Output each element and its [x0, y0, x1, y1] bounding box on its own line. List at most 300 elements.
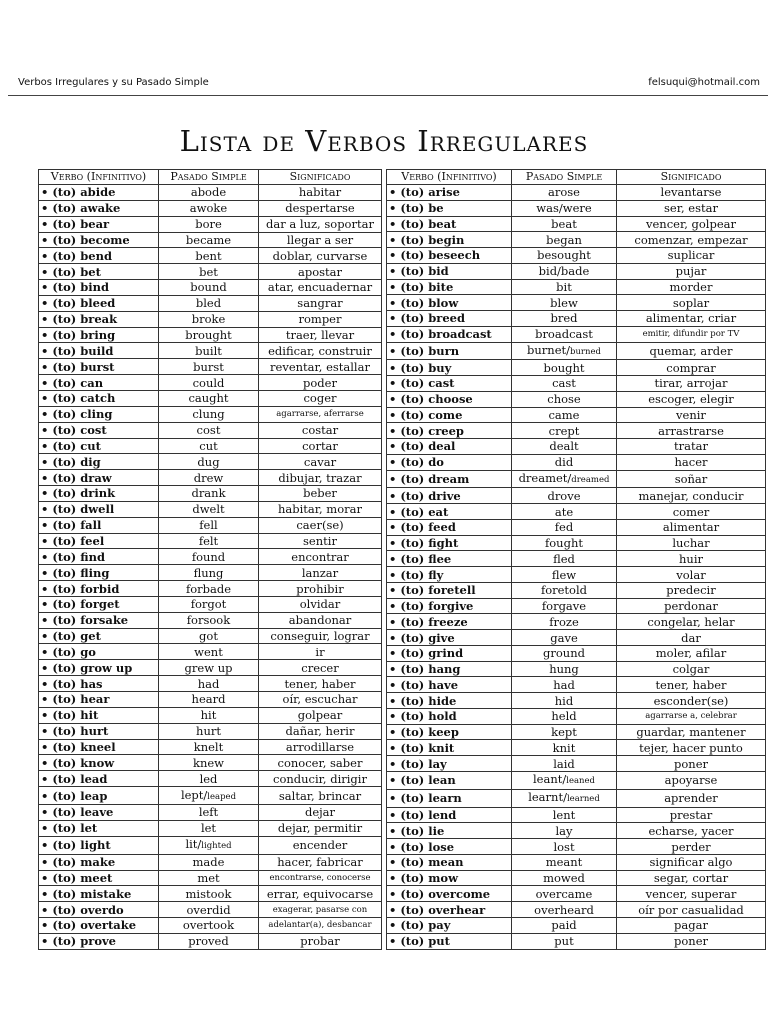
table-row — [39, 232, 382, 248]
past-simple-cell: flung — [159, 565, 259, 581]
verb-text: make — [80, 855, 116, 870]
verb-infinitive-cell — [387, 870, 512, 886]
meaning-cell: manejar, conducir — [617, 488, 766, 504]
verb-text: dwell — [80, 502, 115, 517]
meaning-cell: agarrarse, aferrarse — [259, 406, 382, 422]
verb-text: forget — [80, 597, 120, 612]
table-row — [387, 645, 766, 661]
meaning-cell: dañar, herir — [259, 723, 382, 739]
bullet-prefix: • (to) — [41, 549, 81, 564]
meaning-cell: costar — [259, 422, 382, 438]
verb-infinitive-cell — [39, 644, 159, 660]
meaning-cell: saltar, brincar — [259, 787, 382, 805]
past-simple-cell: hung — [512, 661, 617, 677]
verb-text: bid — [428, 264, 449, 279]
meaning-cell: arrodillarse — [259, 739, 382, 755]
verb-infinitive-cell — [39, 406, 159, 422]
past-simple-cell: grew up — [159, 660, 259, 676]
verb-text: lay — [428, 756, 447, 771]
table-row — [387, 216, 766, 232]
bullet-prefix: • (to) — [41, 838, 81, 853]
table-row — [39, 854, 382, 870]
verb-infinitive-cell — [39, 676, 159, 692]
table-row — [387, 740, 766, 756]
table-row — [39, 390, 382, 406]
running-header-email: felsuqui@hotmail.com — [648, 77, 760, 88]
meaning-cell: olvidar — [259, 596, 382, 612]
verb-text: find — [80, 549, 105, 564]
past-simple-cell: bred — [512, 311, 617, 327]
table-header-row — [39, 170, 382, 185]
verb-infinitive-cell — [39, 933, 159, 949]
verb-infinitive-cell — [387, 488, 512, 504]
past-simple-cell: built — [159, 343, 259, 359]
bullet-prefix: • (to) — [389, 902, 429, 917]
bullet-prefix: • (to) — [41, 788, 81, 803]
past-simple-cell: ground — [512, 645, 617, 661]
past-simple-cell: met — [159, 870, 259, 886]
table-row — [387, 933, 766, 949]
verb-text: breed — [428, 311, 466, 326]
bullet-prefix: • (to) — [41, 359, 81, 374]
verb-text: overhear — [428, 902, 486, 917]
bullet-prefix: • (to) — [389, 677, 429, 692]
past-simple-cell: heard — [159, 692, 259, 708]
verb-infinitive-cell — [387, 263, 512, 279]
verb-infinitive-cell — [39, 359, 159, 375]
past-simple-cell: leant/leaned — [512, 771, 617, 789]
past-simple-cell: hid — [512, 693, 617, 709]
past-simple-cell: found — [159, 549, 259, 565]
table-row — [39, 596, 382, 612]
meaning-cell: volar — [617, 567, 766, 583]
verb-infinitive-cell — [39, 327, 159, 343]
bullet-prefix: • (to) — [41, 644, 81, 659]
verb-infinitive-cell — [39, 836, 159, 854]
verb-text: become — [80, 232, 130, 247]
meaning-cell: tener, haber — [259, 676, 382, 692]
past-simple-cell: bent — [159, 248, 259, 264]
table-row — [387, 200, 766, 216]
table-header-row — [387, 170, 766, 185]
verb-text: break — [80, 312, 118, 327]
verb-infinitive-cell — [39, 295, 159, 311]
past-simple-cell: broke — [159, 311, 259, 327]
verb-infinitive-cell — [39, 216, 159, 232]
bullet-prefix: • (to) — [41, 739, 81, 754]
verb-infinitive-cell — [39, 533, 159, 549]
verb-infinitive-cell — [39, 771, 159, 787]
verb-text: leave — [80, 805, 114, 820]
past-simple-cell: overtook — [159, 918, 259, 934]
verb-infinitive-cell — [39, 517, 159, 533]
past-simple-cell: paid — [512, 917, 617, 933]
verb-text: lean — [428, 773, 456, 788]
table-row — [39, 375, 382, 391]
meaning-cell: sangrar — [259, 295, 382, 311]
meaning-cell: errar, equivocarse — [259, 886, 382, 902]
past-simple-cell: mistook — [159, 886, 259, 902]
meaning-cell: dejar, permitir — [259, 820, 382, 836]
verb-infinitive-cell — [387, 854, 512, 870]
verb-infinitive-cell — [387, 535, 512, 551]
bullet-prefix: • (to) — [389, 311, 429, 326]
past-simple-cell: held — [512, 708, 617, 724]
past-simple-cell: bid/bade — [512, 263, 617, 279]
verb-text: burst — [80, 359, 115, 374]
past-simple-cell: dug — [159, 454, 259, 470]
past-simple-cell: had — [512, 677, 617, 693]
meaning-cell: adelantar(a), desbancar — [259, 918, 382, 934]
meaning-cell: probar — [259, 933, 382, 949]
verb-infinitive-cell — [39, 870, 159, 886]
verb-text: lose — [428, 839, 455, 854]
verb-text: dream — [428, 472, 470, 487]
verb-text: give — [428, 630, 455, 645]
table-row — [39, 707, 382, 723]
past-simple-cell: crept — [512, 423, 617, 439]
bullet-prefix: • (to) — [389, 504, 429, 519]
bullet-prefix: • (to) — [389, 216, 429, 231]
past-simple-cell: blew — [512, 295, 617, 311]
meaning-cell: habitar — [259, 185, 382, 201]
verb-text: deal — [428, 439, 456, 454]
verb-infinitive-cell — [387, 470, 512, 488]
past-simple-cell: lent — [512, 807, 617, 823]
bullet-prefix: • (to) — [41, 264, 81, 279]
meaning-cell: dejar — [259, 805, 382, 821]
verb-infinitive-cell — [387, 693, 512, 709]
meaning-cell: cortar — [259, 438, 382, 454]
verb-infinitive-cell — [387, 756, 512, 772]
table-row — [39, 723, 382, 739]
verb-infinitive-cell — [39, 854, 159, 870]
table-row — [39, 612, 382, 628]
verb-text: pay — [428, 918, 451, 933]
verb-text: bear — [80, 217, 110, 232]
table-row — [39, 918, 382, 934]
verb-text: bend — [80, 248, 112, 263]
verb-table-right — [386, 169, 766, 950]
past-simple-cell: bled — [159, 295, 259, 311]
verb-infinitive-cell — [39, 375, 159, 391]
table-row — [39, 755, 382, 771]
verb-text: know — [80, 755, 115, 770]
verb-infinitive-cell — [387, 886, 512, 902]
meaning-cell: colgar — [617, 661, 766, 677]
table-row — [39, 501, 382, 517]
verb-text: buy — [428, 360, 452, 375]
meaning-cell: soñar — [617, 470, 766, 488]
meaning-cell: encender — [259, 836, 382, 854]
table-row — [39, 771, 382, 787]
past-simple-cell: fled — [512, 551, 617, 567]
bullet-prefix: • (to) — [41, 581, 81, 596]
meaning-cell: atar, encuadernar — [259, 280, 382, 296]
verb-text: knit — [428, 740, 455, 755]
meaning-cell: escoger, elegir — [617, 391, 766, 407]
table-row — [39, 422, 382, 438]
table-row — [387, 295, 766, 311]
bullet-prefix: • (to) — [389, 855, 429, 870]
table-row — [39, 470, 382, 486]
table-row — [39, 264, 382, 280]
bullet-prefix: • (to) — [389, 360, 429, 375]
meaning-cell: exagerar, pasarse con — [259, 902, 382, 918]
verb-infinitive-cell — [387, 598, 512, 614]
bullet-prefix: • (to) — [389, 488, 429, 503]
past-simple-cell: got — [159, 628, 259, 644]
verb-infinitive-cell — [387, 823, 512, 839]
bullet-prefix: • (to) — [389, 630, 429, 645]
bullet-prefix: • (to) — [389, 614, 429, 629]
table-row — [39, 454, 382, 470]
verb-text: come — [428, 407, 463, 422]
verb-text: build — [80, 343, 114, 358]
table-row — [39, 486, 382, 502]
meaning-cell: ir — [259, 644, 382, 660]
bullet-prefix: • (to) — [389, 693, 429, 708]
meaning-cell: congelar, helar — [617, 614, 766, 630]
verb-infinitive-cell — [387, 917, 512, 933]
meaning-cell: vencer, superar — [617, 886, 766, 902]
verb-text: eat — [428, 504, 449, 519]
meaning-cell: doblar, curvarse — [259, 248, 382, 264]
meaning-cell: arrastrarse — [617, 423, 766, 439]
bullet-prefix: • (to) — [41, 343, 81, 358]
bullet-prefix: • (to) — [41, 771, 81, 786]
meaning-cell: conocer, saber — [259, 755, 382, 771]
meaning-cell: traer, llevar — [259, 327, 382, 343]
past-simple-cell: went — [159, 644, 259, 660]
bullet-prefix: • (to) — [389, 551, 429, 566]
table-row — [39, 359, 382, 375]
past-simple-cell: hurt — [159, 723, 259, 739]
meaning-cell: despertarse — [259, 200, 382, 216]
verb-infinitive-cell — [387, 248, 512, 264]
bullet-prefix: • (to) — [41, 423, 81, 438]
verb-text: dig — [80, 454, 101, 469]
past-simple-cell: became — [159, 232, 259, 248]
meaning-cell: golpear — [259, 707, 382, 723]
verb-infinitive-cell — [387, 677, 512, 693]
meaning-cell: comer — [617, 504, 766, 520]
verb-infinitive-cell — [387, 439, 512, 455]
table-row — [39, 438, 382, 454]
table-row — [39, 692, 382, 708]
past-simple-cell: lost — [512, 839, 617, 855]
past-simple-cell: clung — [159, 406, 259, 422]
bullet-prefix: • (to) — [41, 312, 81, 327]
bullet-prefix: • (to) — [389, 201, 429, 216]
verb-infinitive-cell — [39, 486, 159, 502]
bullet-prefix: • (to) — [389, 583, 429, 598]
bullet-prefix: • (to) — [389, 823, 429, 838]
table-row — [387, 567, 766, 583]
meaning-cell: venir — [617, 407, 766, 423]
running-header-title: Verbos Irregulares y su Pasado Simple — [18, 77, 209, 88]
verb-infinitive-cell — [39, 343, 159, 359]
bullet-prefix: • (to) — [389, 279, 429, 294]
past-simple-cell: came — [512, 407, 617, 423]
table-row — [387, 614, 766, 630]
past-simple-cell: burnet/burned — [512, 342, 617, 360]
bullet-prefix: • (to) — [41, 886, 81, 901]
meaning-cell: soplar — [617, 295, 766, 311]
verb-text: choose — [428, 392, 473, 407]
meaning-cell: comenzar, empezar — [617, 232, 766, 248]
verb-text: hold — [428, 709, 457, 724]
verb-text: freeze — [428, 614, 468, 629]
verb-infinitive-cell — [39, 805, 159, 821]
past-simple-cell: knew — [159, 755, 259, 771]
verb-infinitive-cell — [387, 708, 512, 724]
verb-infinitive-cell — [39, 549, 159, 565]
verb-text: grind — [428, 646, 464, 661]
past-simple-cell: forgave — [512, 598, 617, 614]
table-row — [39, 549, 382, 565]
meaning-cell: poder — [259, 375, 382, 391]
table-row — [387, 185, 766, 201]
table-row — [387, 248, 766, 264]
bullet-prefix: • (to) — [389, 871, 429, 886]
verb-text: have — [428, 677, 459, 692]
bullet-prefix: • (to) — [389, 376, 429, 391]
past-simple-cell: cut — [159, 438, 259, 454]
past-simple-cell: gave — [512, 630, 617, 646]
verb-infinitive-cell — [387, 185, 512, 201]
verb-infinitive-cell — [387, 614, 512, 630]
table-row — [39, 628, 382, 644]
meaning-cell: huir — [617, 551, 766, 567]
verb-infinitive-cell — [387, 232, 512, 248]
bullet-prefix: • (to) — [389, 343, 429, 358]
past-simple-cell: burst — [159, 359, 259, 375]
bullet-prefix: • (to) — [389, 791, 429, 806]
past-simple-cell: made — [159, 854, 259, 870]
table-row — [387, 771, 766, 789]
table-row — [387, 519, 766, 535]
bullet-prefix: • (to) — [389, 808, 429, 823]
verb-text: lie — [428, 823, 445, 838]
past-simple-cell: dealt — [512, 439, 617, 455]
table-row — [39, 216, 382, 232]
verb-infinitive-cell — [39, 723, 159, 739]
meaning-cell: poner — [617, 756, 766, 772]
past-simple-cell: forbade — [159, 581, 259, 597]
past-simple-cell: beat — [512, 216, 617, 232]
table-row — [387, 376, 766, 392]
bullet-prefix: • (to) — [41, 805, 81, 820]
table-row — [387, 823, 766, 839]
past-simple-cell: laid — [512, 756, 617, 772]
verb-infinitive-cell — [387, 200, 512, 216]
meaning-cell: hacer, fabricar — [259, 854, 382, 870]
meaning-cell: agarrarse a, celebrar — [617, 708, 766, 724]
past-simple-cell: fought — [512, 535, 617, 551]
meaning-cell: sentir — [259, 533, 382, 549]
verb-text: overdo — [80, 902, 124, 917]
table-row — [387, 693, 766, 709]
table-row — [39, 805, 382, 821]
meaning-cell: reventar, estallar — [259, 359, 382, 375]
table-row — [387, 756, 766, 772]
verb-text: begin — [428, 232, 465, 247]
table-row — [387, 535, 766, 551]
table-row — [387, 279, 766, 295]
verb-text: forbid — [80, 581, 120, 596]
table-row — [39, 517, 382, 533]
meaning-cell: tratar — [617, 439, 766, 455]
bullet-prefix: • (to) — [41, 597, 81, 612]
bullet-prefix: • (to) — [41, 438, 81, 453]
meaning-cell: suplicar — [617, 248, 766, 264]
verb-text: leap — [80, 788, 108, 803]
table-row — [39, 820, 382, 836]
past-simple-cell: lit/lighted — [159, 836, 259, 854]
column-header-meaning: Significado — [259, 170, 382, 185]
column-header-past: Pasado Simple — [159, 170, 259, 185]
bullet-prefix: • (to) — [41, 629, 81, 644]
past-simple-cell: kept — [512, 724, 617, 740]
verb-text: hear — [80, 692, 110, 707]
bullet-prefix: • (to) — [41, 918, 81, 933]
table-row — [387, 360, 766, 376]
meaning-cell: guardar, mantener — [617, 724, 766, 740]
bullet-prefix: • (to) — [41, 533, 81, 548]
past-simple-cell: learnt/learned — [512, 789, 617, 807]
verb-text: catch — [80, 391, 116, 406]
bullet-prefix: • (to) — [389, 918, 429, 933]
verb-infinitive-cell — [387, 342, 512, 360]
meaning-cell: tirar, arrojar — [617, 376, 766, 392]
table-row — [387, 326, 766, 342]
verb-infinitive-cell — [39, 707, 159, 723]
bullet-prefix: • (to) — [389, 725, 429, 740]
meaning-cell: crecer — [259, 660, 382, 676]
verb-text: forsake — [80, 613, 129, 628]
table-row — [387, 311, 766, 327]
verb-infinitive-cell — [387, 933, 512, 949]
verb-text: learn — [428, 791, 462, 806]
meaning-cell: dibujar, trazar — [259, 470, 382, 486]
verb-text: bind — [80, 280, 110, 295]
meaning-cell: edificar, construir — [259, 343, 382, 359]
verb-text: mistake — [80, 886, 132, 901]
table-row — [387, 789, 766, 807]
bullet-prefix: • (to) — [41, 375, 81, 390]
verb-infinitive-cell — [387, 504, 512, 520]
verb-text: bring — [80, 328, 116, 343]
verb-text: meet — [80, 870, 113, 885]
past-simple-cell: knelt — [159, 739, 259, 755]
bullet-prefix: • (to) — [41, 502, 81, 517]
verb-text: do — [428, 455, 444, 470]
meaning-cell: quemar, arder — [617, 342, 766, 360]
verb-infinitive-cell — [39, 660, 159, 676]
bullet-prefix: • (to) — [41, 934, 81, 949]
table-row — [387, 902, 766, 918]
past-simple-cell: hit — [159, 707, 259, 723]
meaning-cell: hacer — [617, 454, 766, 470]
verb-text: drink — [80, 486, 116, 501]
table-row — [387, 886, 766, 902]
table-row — [39, 902, 382, 918]
verb-text: forgive — [428, 599, 474, 614]
past-simple-cell: cast — [512, 376, 617, 392]
table-row — [39, 311, 382, 327]
past-simple-cell: abode — [159, 185, 259, 201]
